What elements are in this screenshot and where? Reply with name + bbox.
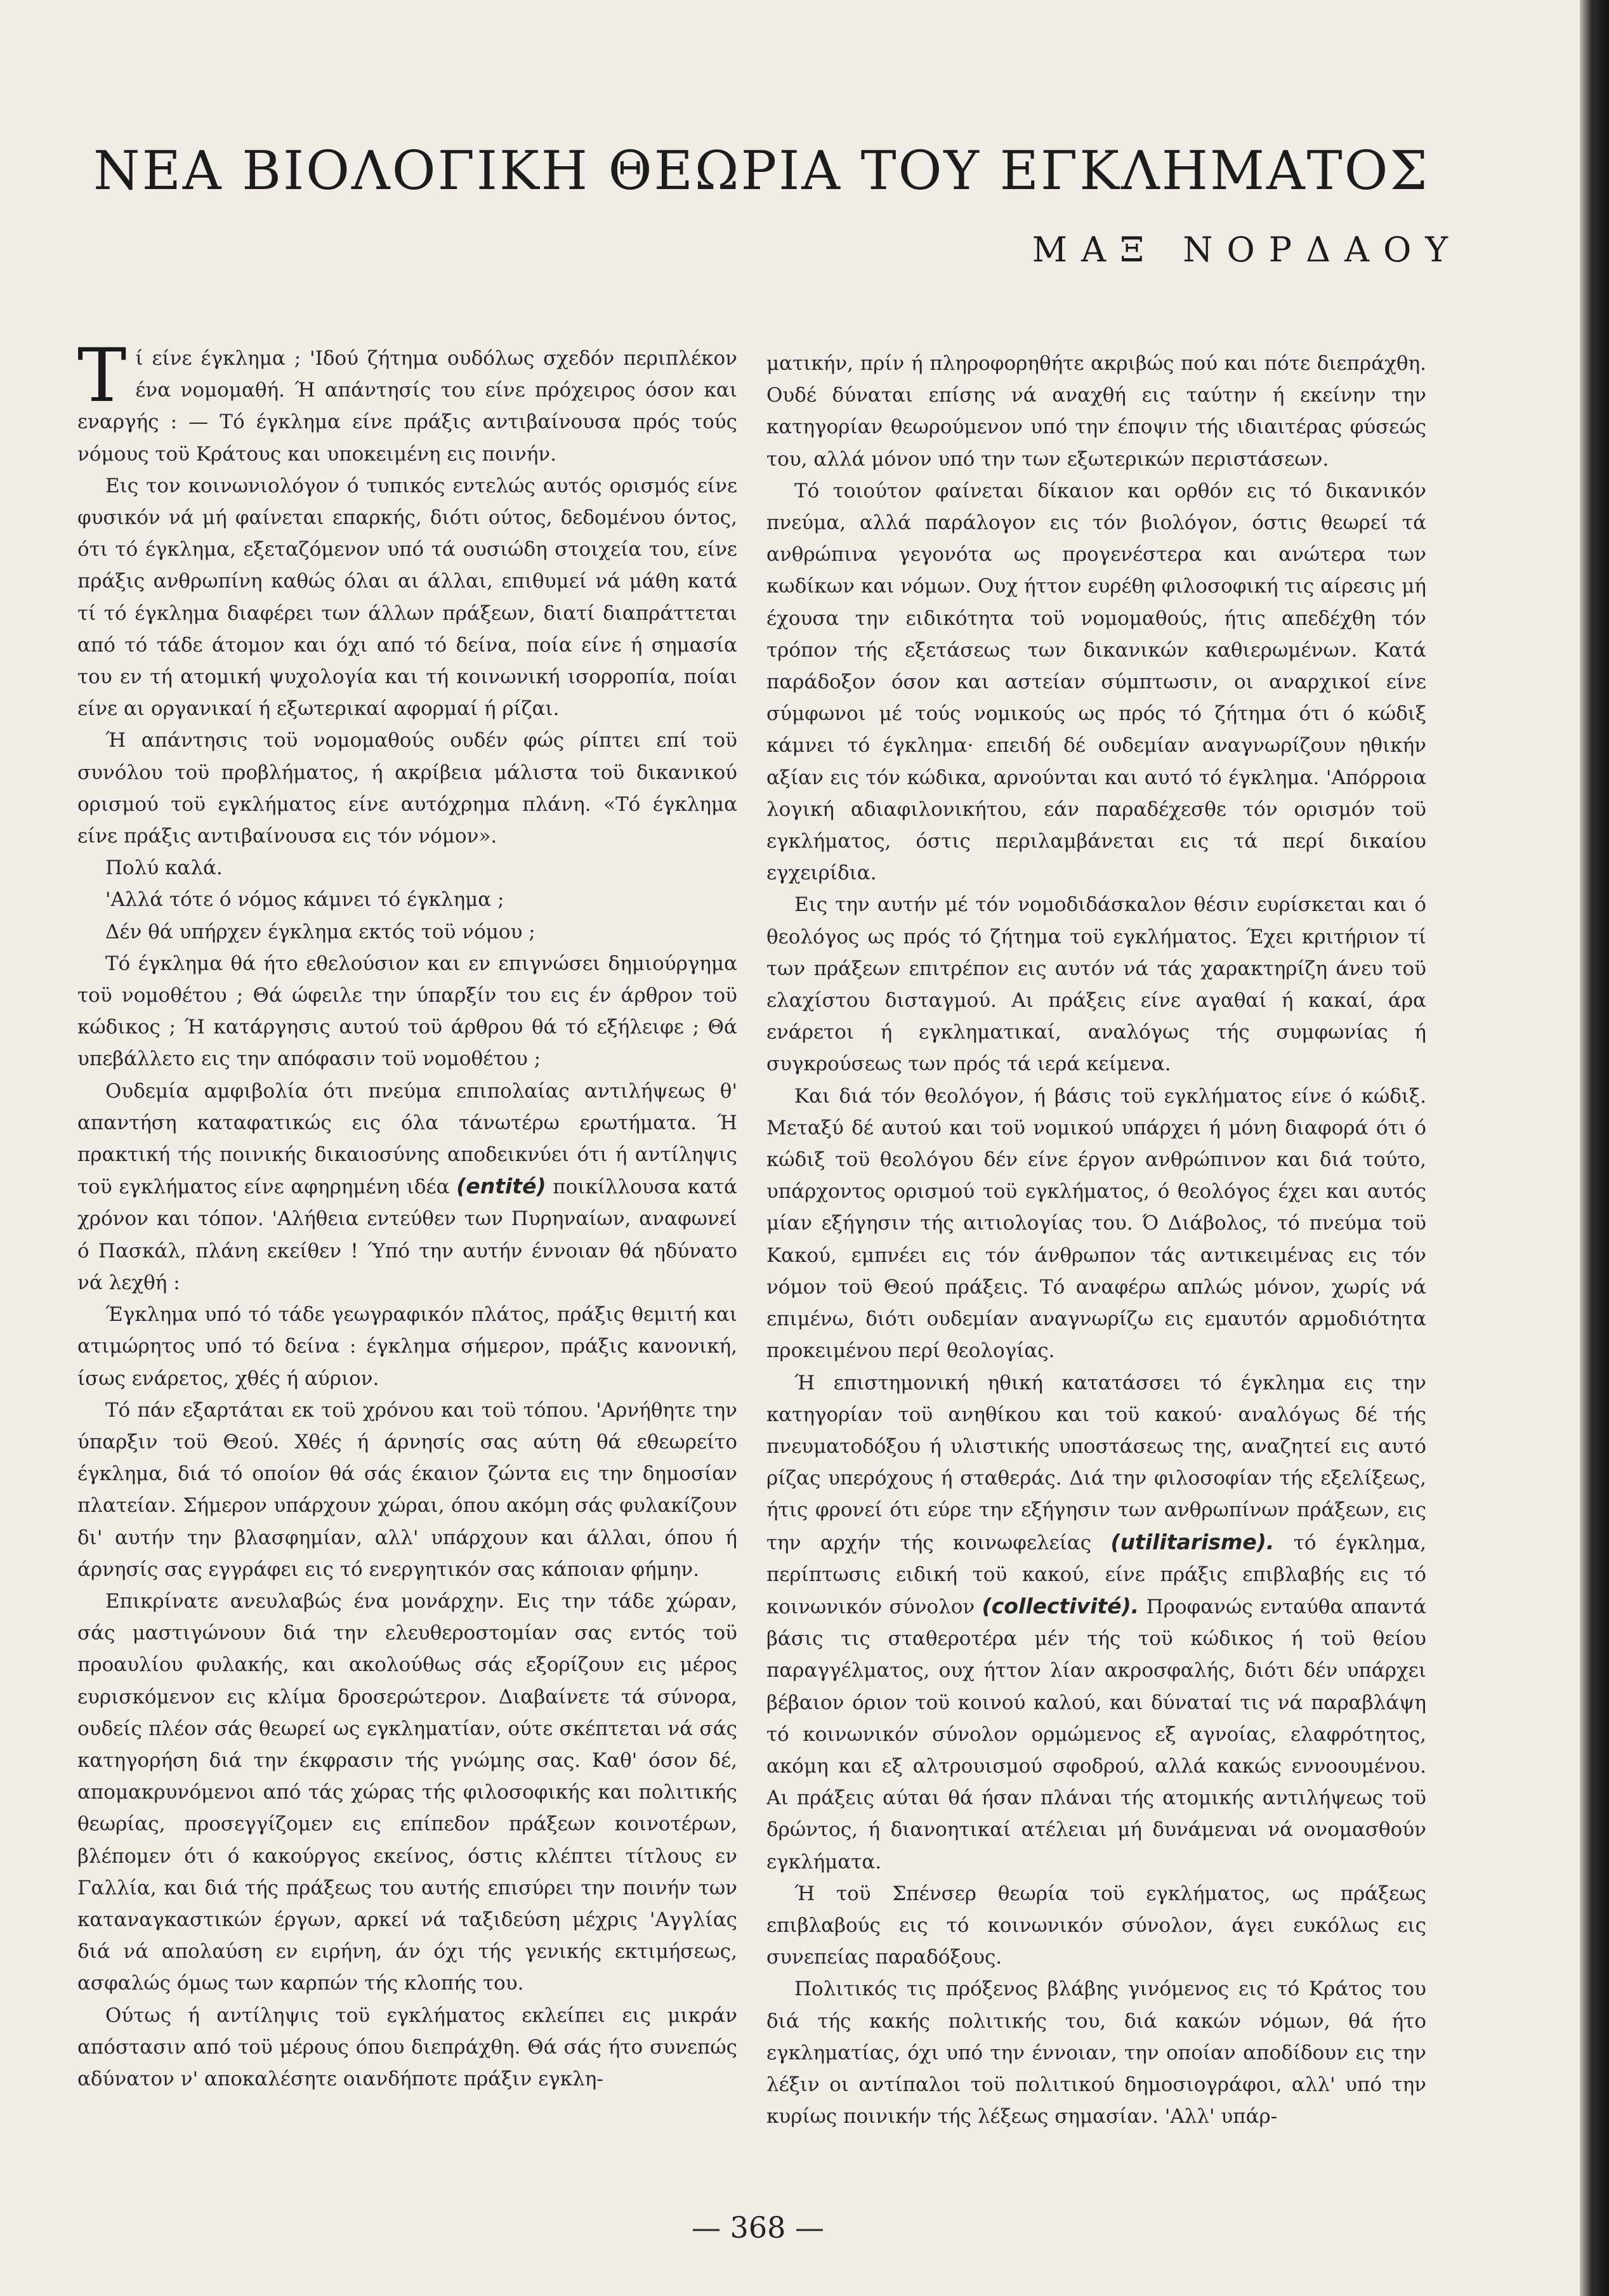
paragraph-text: Ουδεμία αμφιβολία ότι πνεύμα επιπολαίας αντιλήψεως θ' απαντήση καταφατικώς εις όλα τάνωτέρω ερωτήματα. Ή πρακτική τής ποινικής δικαιοσύνης αποδεικνύει ότι ή αντίληψις τοϋ εγκλήματος είνε αφηρημένη ιδέα: [77, 1079, 737, 1199]
paragraph: Ή απάντησις τοϋ νομομαθούς ουδέν φώς ρίπτει επί τοϋ συνόλου τοϋ προβλήματος, ή ακρίβεια μάλιστα τοϋ δικανικού ορισμού τοϋ εγκλήματος είνε αυτόχρημα πλάνη. «Τό έγκλημα είνε πράξις αντιβαίνουσα εις τόν νόμον».: [77, 729, 737, 848]
article-author: ΜΑΞ ΝΟΡΔΑΟΥ: [1032, 230, 1462, 270]
paragraph: Και διά τόν θεολόγον, ή βάσις τοϋ εγκλήματος είνε ό κώδιξ. Μεταξύ δέ αυτού και τοϋ νομικού υπάρχει ή μόνη διαφορά ότι ό κώδιξ τοϋ θεολόγου δέν είνε έργον ανθρώπινον και διά τούτο, υπάρχοντος ορισμού τοϋ εγκλήματος, ό θεολόγος έχει και αυτός μίαν εξήγησιν τής αιτιολογίας του. Ό Διάβολος, τό πνεύμα τοϋ Κακού, εμπνέει εις τόν άνθρωπον τάς αντικειμένας εις τόν νόμον τοϋ Θεού πράξεις. Τό αναφέρω απλώς μόνον, χωρίς νά επιμένω, διότι ουδεμίαν αναγνωρίζω εις εμαυτόν αρμοδιότητα προκειμένου περί θεολογίας.: [766, 1084, 1426, 1363]
paragraph: ματικήν, πρίν ή πληροφορηθήτε ακριβώς πού και πότε διεπράχθη. Ουδέ δύναται επίσης νά αναχθή εις ταύτην ή εκείνην την κατηγορίαν θεωρούμενον υπό την έποψιν τής ιδιαιτέρας φύσεώς του, αλλά μόνον υπό την των εξωτερικών περιστάσεων.: [766, 352, 1426, 471]
left-column: [77, 343, 737, 2170]
paragraph-text: ποικίλλουσα κατά χρόνον και τόπον. 'Αλήθεια εντεύθεν των Πυρηναίων, αναφωνεί ό Πασκάλ, πλάνη εκείθεν ! Ύπό την αυτήν έννοιαν θά ηδύνατο νά λεχθή :: [77, 1176, 737, 1294]
latin-term: (entité): [456, 1174, 546, 1199]
paragraph-text: Ή επιστημονική ηθική κατατάσσει τό έγκλημα εις την κατηγορίαν τοϋ ανηθίκου και τοϋ κακού· αναλόγως δέ τής πνευματοδόξου ή υλιστικής υποστάσεως της, αναζητεί εις αυτό ρίζας υπερόχους ή σταθεράς. Διά την φιλοσοφίαν τής εξελίξεως, ήτις φρονεί ότι εύρε την εξήγησιν των ανθρωπίνων πράξεων, εις την αρχήν τής κοινωφελείας: [766, 1371, 1426, 1554]
paragraph: [77, 343, 737, 470]
paragraph: Εις τον κοινωνιολόγον ό τυπικός εντελώς αυτός ορισμός είνε φυσικόν νά μή φαίνεται επαρκής, διότι ούτος, δεδομένου όντος, ότι τό έγκλημα, εξεταζόμενον υπό τά ουσιώδη στοιχεία του, είνε πράξις ανθρωπίνη καθώς όλαι αι άλλαι, επιθυμεί νά μάθη κατά τί τό έγκλημα διαφέρει των άλλων πράξεων, διατί διαπράττεται από τό τάδε άτομον και όχι από τό δείνα, ποία είνε ή σημασία του εν τή ατομική ψυχολογία και τή κοινωνική ισορροπία, ποίαι είνε αι οργανικαί ή εξωτερικαί αφορμαί ή ρίζαι.: [77, 474, 737, 721]
paragraph-text: τό έγκλημα, περίπτωσις ειδική τοϋ κακού, είνε πράξις επιβλαβής εις τό κοινωνικόν σύνολον: [766, 1531, 1426, 1618]
paragraph: Τό πάν εξαρτάται εκ τοϋ χρόνου και τοϋ τόπου. 'Αρνήθητε την ύπαρξιν τοϋ Θεού. Χθές ή άρνησίς σας αύτη θά εθεωρείτο έγκλημα, διά τό οποίον θά σάς έκαιον ζώντα εις την δημοσίαν πλατείαν. Σήμερον υπάρχουν χώραι, όπου ακόμη σάς φυλακίζουν δι' αυτήν την βλασφημίαν, αλλ' υπάρχουν και άλλαι, όπου ή άρνησίς σας εγγράφει εις τό ενεργητικόν σας κάποιαν φήμην.: [77, 1398, 737, 1581]
paragraph: Πολύ καλά.: [105, 856, 223, 880]
paragraph: Τό τοιούτον φαίνεται δίκαιον και ορθόν εις τό δικανικόν πνεύμα, αλλά παράλογον εις τόν βιολόγον, όστις θεωρεί τά ανθρώπινα γεγονότα ως προγενέστερα και ανώτερα των κωδίκων και νόμων. Ουχ ήττον ευρέθη φιλοσοφική τις αίρεσις μή έχουσα την ειδικότητα τοϋ νομομαθούς, ήτις απεδέχθη τόν τρόπον τής εξετάσεως των δικανικών καθιερωμένων. Κατά παράδοξον όσον και αστείαν σύμπτωσιν, οι αναρχικοί είνε σύμφωνοι μέ τούς νομικούς ως πρός τό ζήτημα ότι ό κώδιξ κάμνει τό έγκλημα· επειδή δέ ουδεμίαν αναγνωρίζουν ηθικήν αξίαν εις τόν κώδικα, αρνούνται και αυτό τό έγκλημα. 'Απόρροια λογική αδιαφιλονικήτου, εάν παραδέχεσθε τόν ορισμόν τοϋ εγκλήματος, όστις περιλαμβάνεται εις τά περί δικαίου εγχειρίδια.: [766, 479, 1426, 885]
paragraph-text: ί είνε έγκλημα ; 'Ιδού ζήτημα ουδόλως σχεδόν περιπλέκον ένα νομομαθή. Ή απάντησίς του είνε πρόχειρος όσον και εναργής : — Τό έγκλημα είνε πράξις αντιβαίνουσα πρός τούς νόμους τοϋ Κράτους και υποκειμένη εις ποινήν.: [77, 347, 737, 466]
right-column: [766, 348, 1426, 2175]
paragraph: Εις την αυτήν μέ τόν νομοδιδάσκαλον θέσιν ευρίσκεται και ό θεολόγος ως πρός τό ζήτημα τοϋ εγκλήματος. Έχει κριτήριον τί των πράξεων επιτρέπον εις αυτόν νά τάς χαρακτηρίζη άνευ τοϋ ελαχίστου δισταγμού. Αι πράξεις είνε αγαθαί ή κακαί, άρα ενάρετοι ή εγκληματικαί, αναλόγως τής συμφωνίας ή συγκρούσεως των πρός τά ιερά κείμενα.: [766, 893, 1426, 1076]
paragraph-text: Προφανώς ενταύθα απαντά βάσις τις σταθεροτέρα μέν τής τοϋ κώδικος ή τοϋ θείου παραγγέλματος, ουχ ήττον λίαν ακροσφαλής, διότι δέν υπάρχει βέβαιον όριον τοϋ κοινού καλού, και δύναταί τις νά παραβλάψη τό κοινωνικόν σύνολον ορμώμενος εξ αγνοίας, ελαφρότητος, ακόμη και εξ αλτρουισμού σφοδρού, αλλά κακώς εννοουμένου. Αι πράξεις αύται θά ήσαν πλάναι τής ατομικής αντιλήψεως τοϋ δρώντος, ή διανοητικαί ατέλειαι μή δυνάμεναι νά ονομασθούν εγκλήματα.: [766, 1595, 1426, 1873]
paragraph: Έγκλημα υπό τό τάδε γεωγραφικόν πλάτος, πράξις θεμιτή και ατιμώρητος υπό τό δείνα : έγκλημα σήμερον, πράξις κανονική, ίσως ενάρετος, χθές ή αύριον.: [77, 1303, 737, 1390]
paragraph: Ή τοϋ Σπένσερ θεωρία τοϋ εγκλήματος, ως πράξεως επιβλαβούς εις τό κοινωνικόν σύνολον, άγει ευκόλως εις συνεπείας παραδόξους.: [766, 1882, 1426, 1969]
drop-cap: Τ: [77, 343, 127, 419]
page-edge-shadow: [1580, 0, 1609, 2296]
paragraph: [77, 1075, 737, 1299]
article-title: ΝΕΑ ΒΙΟΛΟΓΙΚΗ ΘΕΩΡΙΑ ΤΟΥ ΕΓΚΛΗΜΑΤΟΣ: [93, 140, 1429, 202]
latin-term: (collectivité).: [982, 1593, 1139, 1618]
latin-term: (utilitarisme).: [1110, 1529, 1275, 1554]
paragraph: Ούτως ή αντίληψις τοϋ εγκλήματος εκλείπει εις μικράν απόστασιν από τοϋ μέρους όπου διεπράχθη. Θά σάς ήτο συνεπώς αδύνατον ν' αποκαλέσητε οιανδήποτε πράξιν εγκλη-: [77, 2004, 737, 2090]
paragraph: [766, 1367, 1426, 1878]
paragraph: 'Αλλά τότε ό νόμος κάμνει τό έγκλημα ;: [105, 888, 504, 912]
paragraph: Τό έγκλημα θά ήτο εθελούσιον και εν επιγνώσει δημιούργημα τοϋ νομοθέτου ; Θά ώφειλε την ύπαρξίν του εις έν άρθρον τοϋ κώδικος ; Ή κατάργησις αυτού τοϋ άρθρου θά τό εξήλειφε ; Θά υπεβάλλετο εις την απόφασιν τοϋ νομοθέτου ;: [77, 952, 737, 1071]
paragraph: Πολιτικός τις πρόξενος βλάβης γινόμενος εις τό Κράτος του διά τής κακής πολιτικής του, διά κακών νόμων, θά ήτο εγκληματίας, όχι υπό την έννοιαν, την οποίαν αποδίδουν εις την λέξιν οι αντίπαλοι τοϋ πολιτικού δημοσιογράφοι, αλλ' υπό την κυρίως ποινικήν τής λέξεως σημασίαν. 'Αλλ' υπάρ-: [766, 1978, 1426, 2129]
paragraph: Επικρίνατε ανευλαβώς ένα μονάρχην. Εις την τάδε χώραν, σάς μαστιγώνουν διά την ελευθεροστομίαν σας εντός τοϋ προαυλίου φυλακής, και ακολούθως σάς εξορίζουν εις μέρος ευρισκόμενον εις κλίμα δροσερώτερον. Διαβαίνετε τά σύνορα, ουδείς πλέον σάς θεωρεί ως εγκληματίαν, ούτε σκέπτεται νά σάς κατηγορήση διά την έκφρασιν τής γνώμης σας. Καθ' όσον δέ, απομακρυνόμενοι από τάς χώρας τής φιλοσοφικής και πολιτικής θεωρίας, προσεγγίζομεν εις επίπεδον πράξεων κοινοτέρων, βλέπομεν ότι ό κακούργος εκείνος, όστις κλέπτει τίτλους εν Γαλλία, και διά τής πράξεως του αυτής επισύρει την ποινήν των καταναγκαστικών έργων, αρκεί νά ταξιδεύση μέχρις 'Αγγλίας διά νά απολαύση εν ειρήνη, άν όχι τής γενικής εκτιμήσεως, ασφαλώς όμως των καρπών τής κλοπής του.: [77, 1589, 737, 1995]
page-number: — 368 —: [692, 2210, 825, 2245]
paragraph: Δέν θά υπήρχεν έγκλημα εκτός τοϋ νόμου ;: [105, 920, 535, 943]
